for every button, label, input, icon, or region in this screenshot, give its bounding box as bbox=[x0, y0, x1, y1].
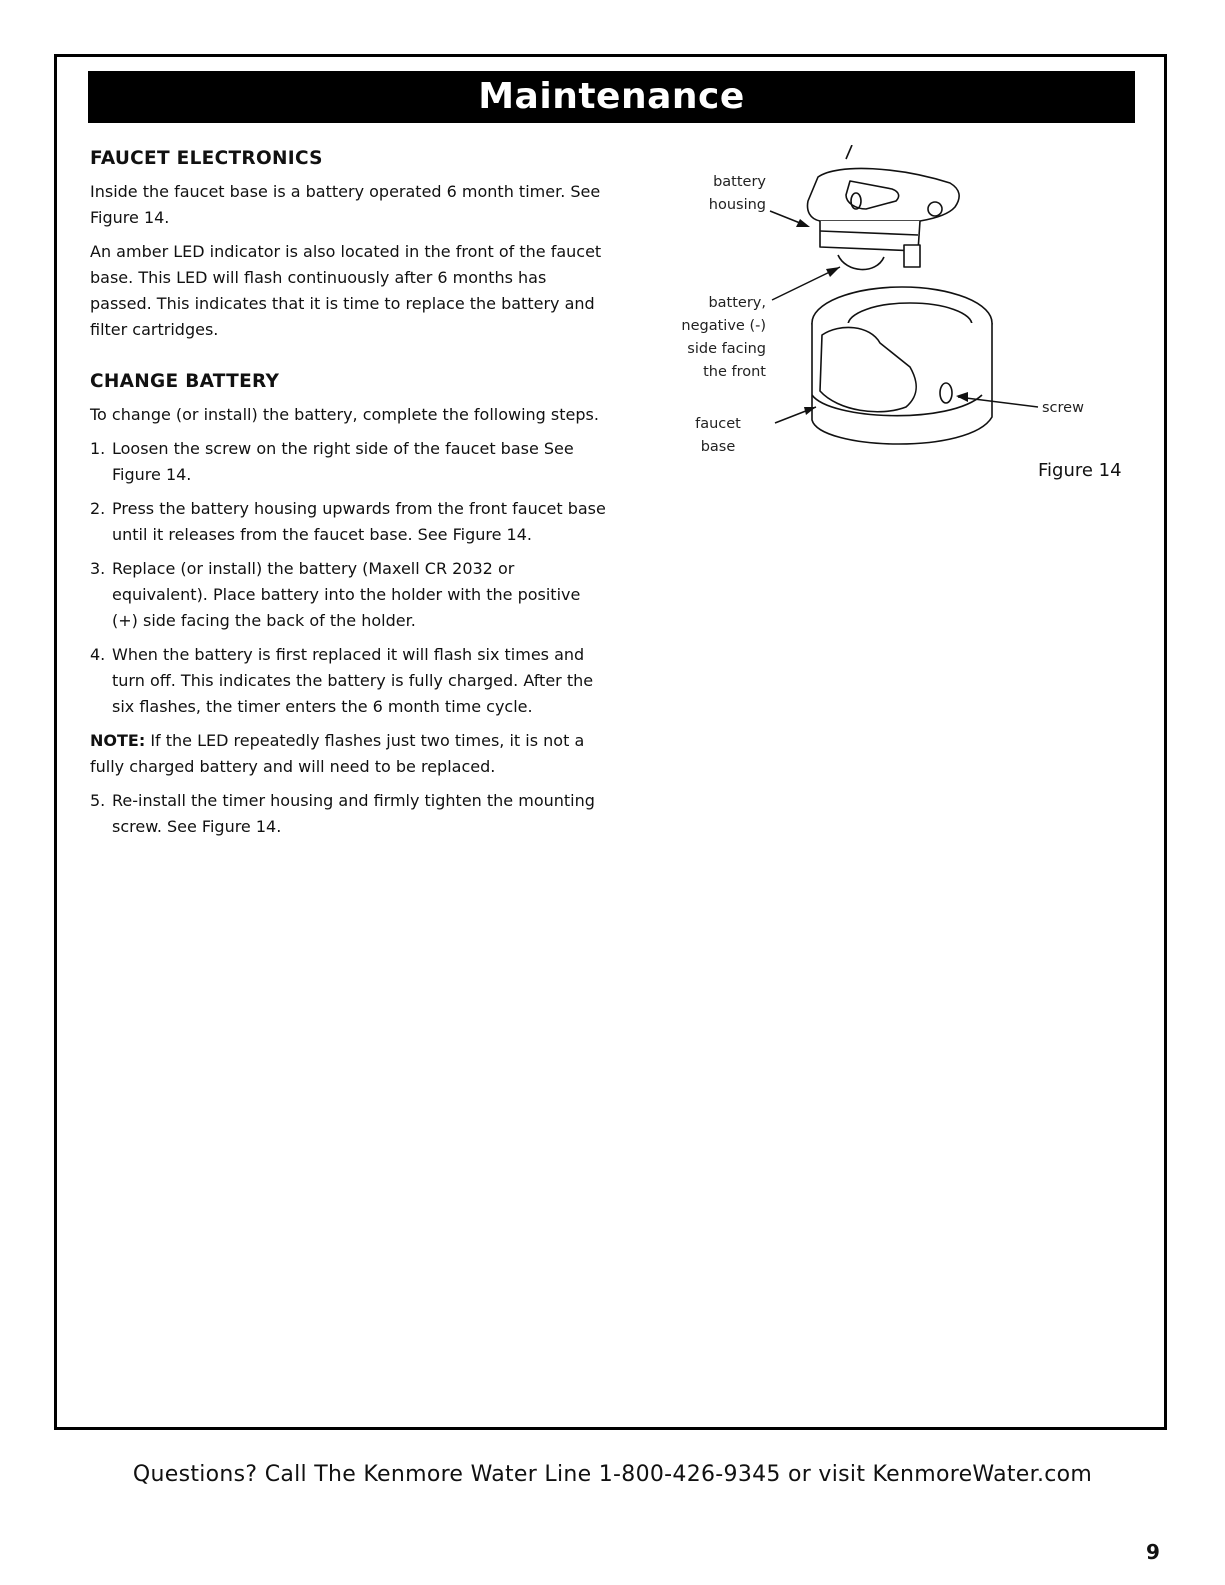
faucet-electronics-p1: Inside the faucet base is a battery operated 6 month timer. See Figure 14. bbox=[90, 182, 601, 227]
faucet-electronics-p2: An amber LED indicator is also located in the front of the faucet base. This LED will flash continuously after 6 months has passed. This indicates that it is time to replace the battery and filter cartridges. bbox=[90, 242, 602, 339]
change-battery-step5 bbox=[90, 788, 610, 840]
label-battery-housing: battery housing bbox=[708, 174, 766, 213]
change-battery-heading: CHANGE BATTERY bbox=[90, 371, 280, 392]
figure-14 bbox=[670, 145, 1140, 485]
list-item: 5. Re-install the timer housing and firmly tighten the mounting screw. See Figure 14. bbox=[90, 791, 595, 836]
note-paragraph bbox=[90, 728, 610, 780]
note-label: NOTE: bbox=[90, 731, 146, 750]
page-number: 9 bbox=[1146, 1540, 1160, 1564]
list-item: 2. Press the battery housing upwards from the front faucet base until it releases from the faucet base. See Figure 14. bbox=[90, 499, 606, 544]
change-battery-steps bbox=[90, 436, 610, 720]
list-item: 1. Loosen the screw on the right side of the faucet base See Figure 14. bbox=[90, 439, 574, 484]
page-title: Maintenance bbox=[88, 71, 1135, 123]
figure-caption: Figure 14 bbox=[1038, 460, 1122, 481]
faucet-electronics-heading: FAUCET ELECTRONICS bbox=[90, 148, 323, 169]
change-battery-intro: To change (or install) the battery, complete the following steps. bbox=[90, 405, 599, 424]
label-screw: screw bbox=[1042, 400, 1084, 416]
list-item: 3. Replace (or install) the battery (Maxell CR 2032 or equivalent). Place battery into the holder with the positive (+) side facing the back of the holder. bbox=[90, 559, 581, 630]
footer-contact: Questions? Call The Kenmore Water Line 1-800-426-9345 or visit KenmoreWater.com bbox=[132, 1462, 1093, 1487]
note-text: If the LED repeatedly flashes just two times, it is not a fully charged battery and will need to be replaced. bbox=[90, 731, 585, 776]
list-item: 4. When the battery is first replaced it will flash six times and turn off. This indicates the battery is fully charged. After the six flashes, the timer enters the 6 month time cycle. bbox=[90, 645, 594, 716]
main-text-column bbox=[90, 148, 610, 848]
label-battery-negative: battery, negative (-) side facing the front bbox=[681, 295, 766, 380]
label-faucet-base: faucet base bbox=[695, 416, 741, 455]
